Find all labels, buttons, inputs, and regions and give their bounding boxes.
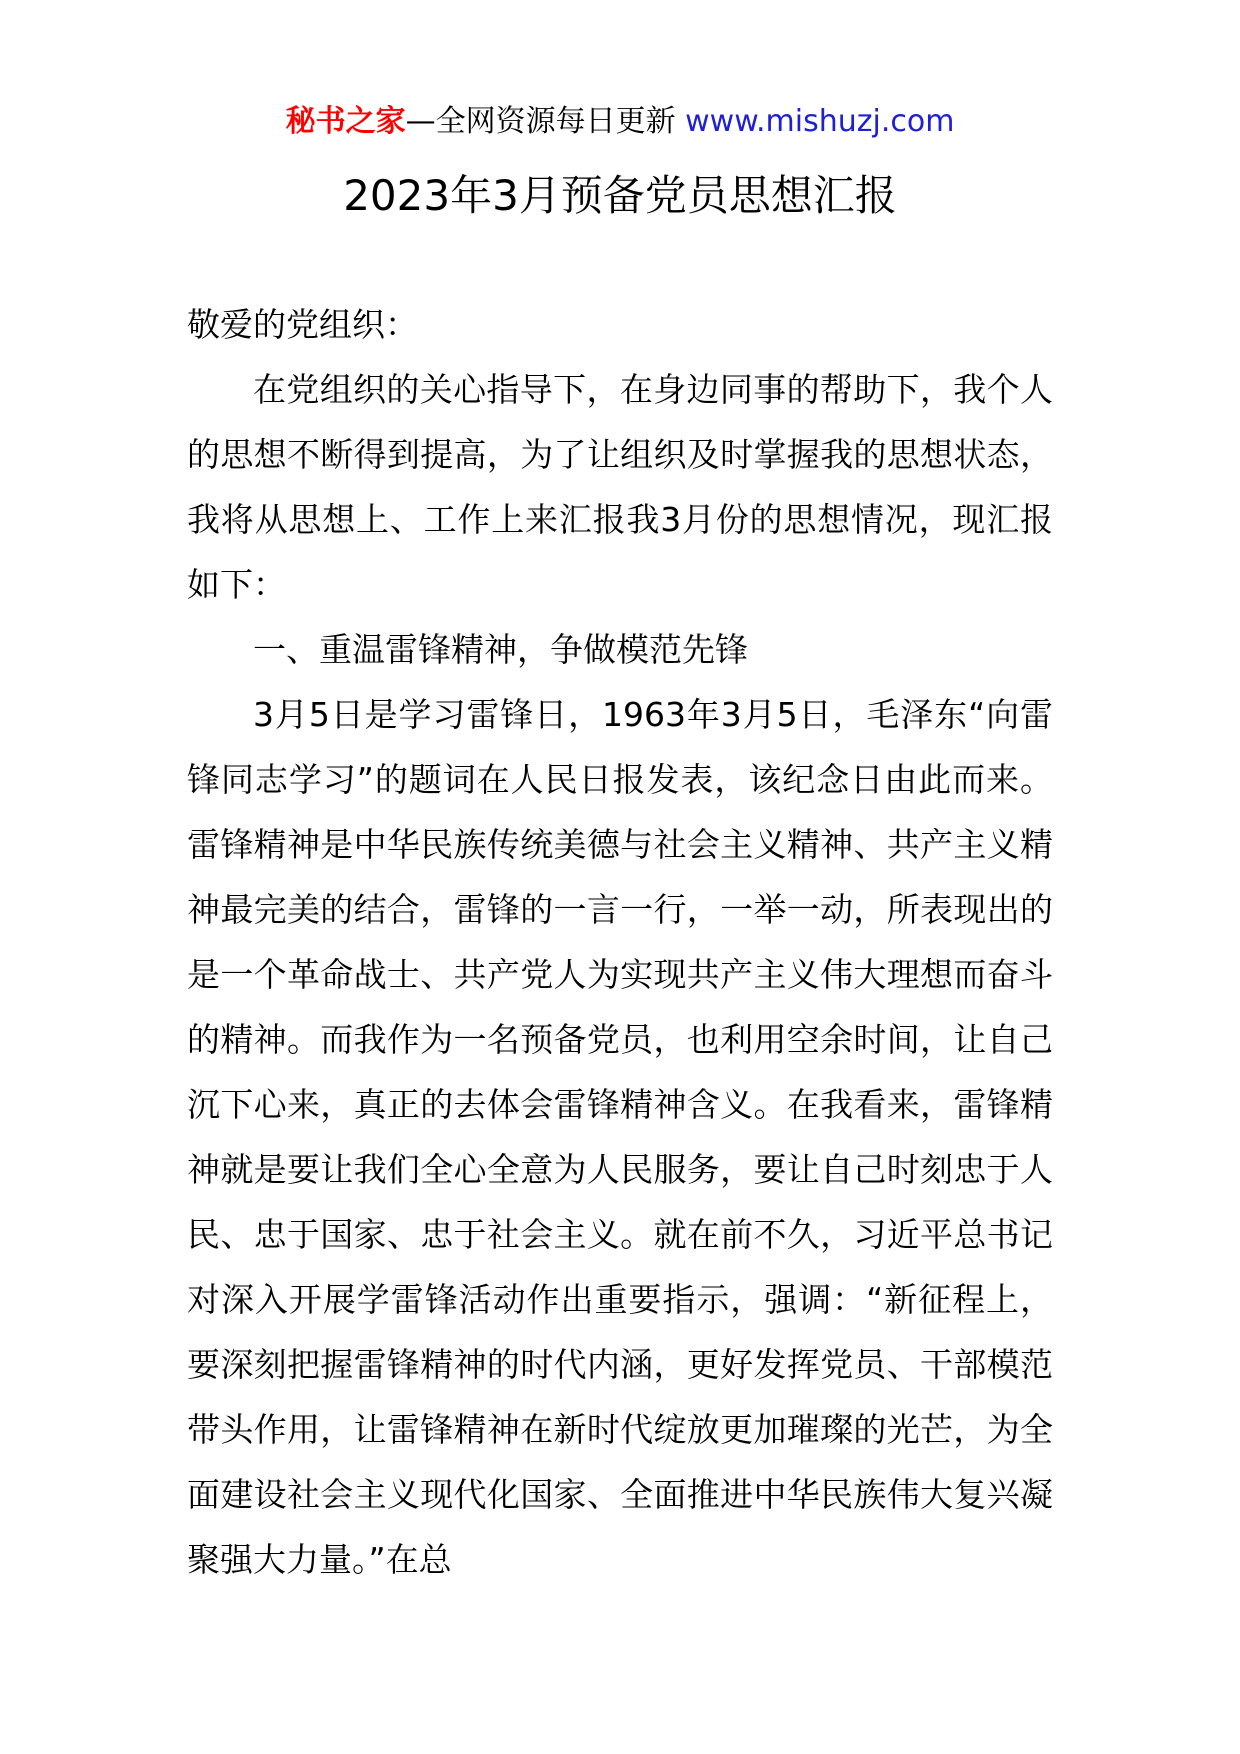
brand-name: 秘书之家: [285, 104, 406, 139]
site-header: [0, 100, 1240, 144]
section-paragraph: 3月5日是学习雷锋日，1963年3月5日，毛泽东“向雷锋同志学习”的题词在人民日报发表，该纪念日由此而来。雷锋精神是中华民族传统美德与社会主义精神、共产主义精神最完美的结合，雷锋的一言一行，一举一动，所表现出的是一个革命战士、共产党人为实现共产主义伟大理想而奋斗的精神。而我作为一名预备党员，也利用空余时间，让自己沉下心来，真正的去体会雷锋精神含义。在我看来，雷锋精神就是要让我们全心全意为人民服务，要让自己时刻忠于人民、忠于国家、忠于社会主义。就在前不久，习近平总书记对深入开展学雷锋活动作出重要指示，强调：“新征程上，要深刻把握雷锋精神的时代内涵，更好发挥党员、干部模范带头作用，让雷锋精神在新时代绽放更加璀璨的光芒，为全面建设社会主义现代化国家、全面推进中华民族伟大复兴凝聚强大力量。”在总: [187, 695, 1053, 1579]
header-tagline: —全网资源每日更新: [405, 104, 676, 139]
intro-paragraph: 在党组织的关心指导下，在身边同事的帮助下，我个人的思想不断得到提高，为了让组织及时掌握我的思想状态，我将从思想上、工作上来汇报我3月份的思想情况，现汇报如下：: [187, 370, 1053, 604]
site-url-link[interactable]: www.mishuzj.com: [685, 104, 955, 139]
document-title: 2023年3月预备党员思想汇报: [343, 171, 897, 220]
document-body: [187, 292, 1053, 1592]
salutation: 敬爱的党组织：: [187, 305, 418, 344]
section-heading: 一、重温雷锋精神，争做模范先锋: [253, 630, 748, 669]
